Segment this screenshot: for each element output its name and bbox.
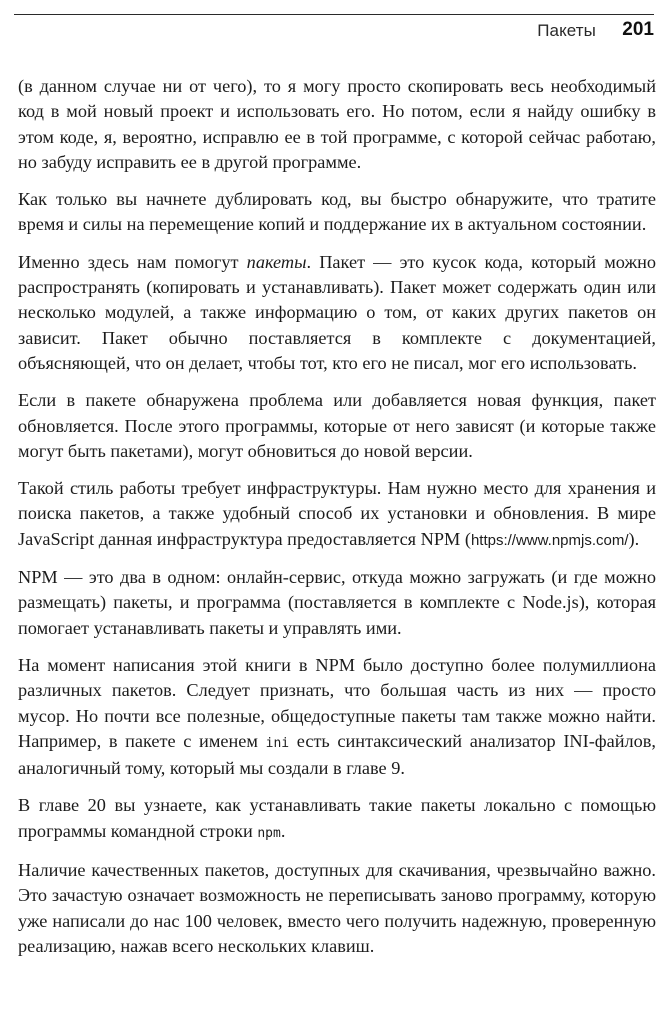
main-text: [18, 74, 656, 959]
paragraph-6: NPM — это два в одном: онлайн-сервис, откуда можно загружать (и где можно размещать) пакеты, и программа (поставляется в комплекте с Node.js), которая помогает устанавливать пакеты и управлять ими.: [18, 567, 656, 638]
paragraph-8-text-start: В главе 20 вы узнаете, как устанавливать такие пакеты локально с помощью программы командной строки: [18, 795, 656, 841]
paragraph-7-text-end: есть синтаксический анализатор INI-файлов, аналогичный тому, который мы создали в главе 9.: [18, 730, 656, 779]
paragraph-3-text-end: . Пакет — это кусок кода, который можно распространять (копировать и устанавливать). Пакет может содержать один или несколько модулей, а также информацию о том, от каких других пакетов он зависит. Пакет обычно поставляется в комплекте с документацией, объясняющей, что он делает, чтобы тот, кто его не писал, мог его использовать.: [18, 251, 656, 373]
paragraph-7: [18, 653, 656, 781]
paragraph-1: (в данном случае ни от чего), то я могу просто скопировать весь необходимый код в мой новый проект и использовать его. Но потом, если я найду ошибку в этом коде, я, вероятно, исправлю ее в той программе, с которой сейчас работаю, но забуду исправить ее в другой программе.: [18, 76, 656, 172]
code-ini: ini: [265, 735, 290, 751]
paragraph-3-text-start: Именно здесь нам помогут: [18, 251, 247, 272]
running-head-section-title: Пакеты: [537, 21, 596, 40]
page-number: 201: [622, 19, 654, 40]
code-npm: npm: [257, 825, 281, 841]
paragraph-4: Если в пакете обнаружена проблема или добавляется новая функция, пакет обновляется. После этого программы, которые от него зависят (и которые также могут быть пакетами), могут обновиться до новой версии.: [18, 390, 656, 461]
paragraph-5: [18, 476, 656, 553]
header-rule: [14, 14, 654, 15]
term-packages: пакеты: [246, 251, 307, 272]
paragraph-3: [18, 250, 656, 376]
page-header: [0, 0, 668, 60]
paragraph-9: Наличие качественных пакетов, доступных для скачивания, чрезвычайно важно. Это зачастую означает возможность не переписывать заново программу, которую уже написали до нас 100 человек, вместо чего получить надежную, проверенную реализацию, нажав всего нескольких клавиш.: [18, 860, 656, 956]
paragraph-8-text-end: .: [280, 820, 286, 841]
paragraph-5-text-start: Такой стиль работы требует инфраструктуры. Нам нужно место для хранения и поиска пакетов, а также удобный способ их установки и обновления. В мире JavaScript данная инфраструктура предоставляется NPM (: [18, 478, 656, 549]
paragraph-5-text-end: ).: [628, 528, 640, 549]
paragraph-7-text-start: На момент написания этой книги в NPM было доступно более полумиллиона различных пакетов. Следует признать, что большая часть из них — просто мусор. Но почти все полезные, общедоступные пакеты там также можно найти. Например, в пакете с именем: [18, 654, 656, 751]
paragraph-2: Как только вы начнете дублировать код, вы быстро обнаружите, что тратите время и силы на перемещение копий и поддержание их в актуальном состоянии.: [18, 189, 656, 235]
paragraph-8: [18, 793, 656, 846]
npm-url: https://www.npmjs.com/: [470, 531, 629, 549]
